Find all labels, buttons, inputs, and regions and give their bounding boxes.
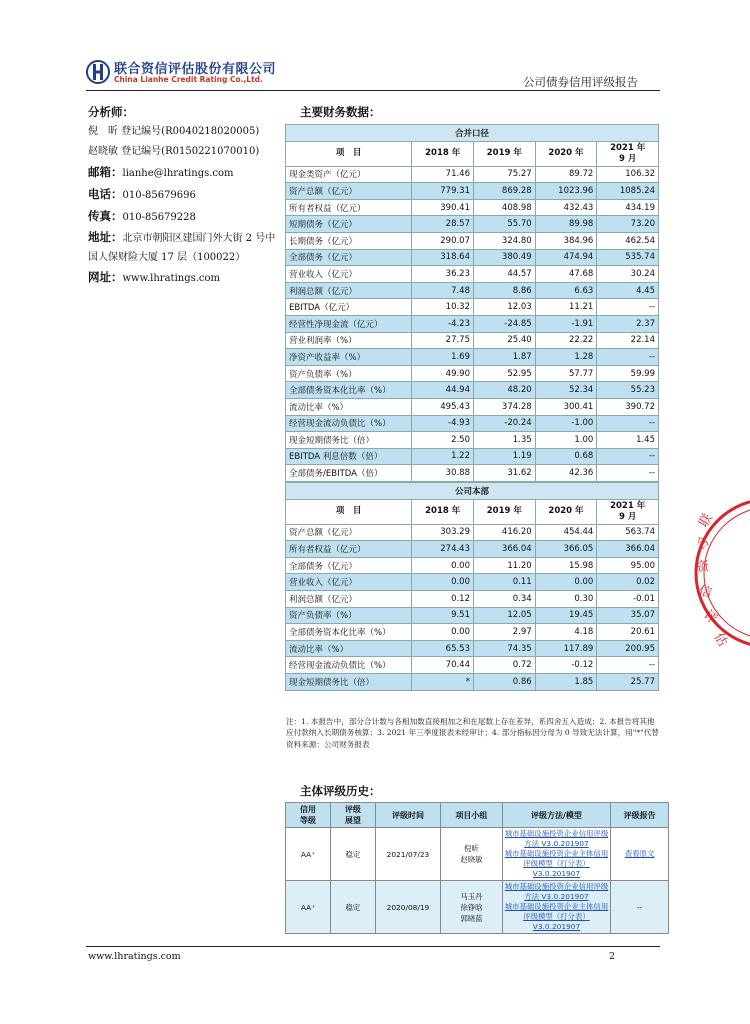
rating-methods <box>502 881 611 934</box>
column-header-year: 2020 年 <box>535 141 597 166</box>
cell-value: 8.86 <box>474 282 536 299</box>
cell-value: 869.28 <box>474 183 536 200</box>
cell-value: 25.77 <box>597 673 659 690</box>
row-label: 资产负债率（%） <box>286 365 412 382</box>
cell-value: 75.27 <box>474 166 536 183</box>
table-row <box>286 574 659 591</box>
method-link[interactable]: 城市基础设施投资企业信用评级方法 V3.0.201907 <box>504 829 609 848</box>
row-label: 全部债务（亿元） <box>286 249 412 266</box>
cell-value: 4.18 <box>535 624 597 641</box>
cell-value: 434.19 <box>597 199 659 216</box>
table-group-row <box>286 125 659 142</box>
company-name-cn: 联合资信评估股份有限公司 <box>114 62 277 77</box>
cell-value: 0.00 <box>535 574 597 591</box>
cell-value: 11.21 <box>535 299 597 316</box>
row-label: 经营现金流动负债比（%） <box>286 415 412 432</box>
cell-value: 2.97 <box>474 624 536 641</box>
row-label: 经营现金流动负债比（%） <box>286 657 412 674</box>
report-none: -- <box>611 881 669 934</box>
row-label: 营业收入（亿元） <box>286 574 412 591</box>
row-label: 全部债务（亿元） <box>286 557 412 574</box>
cell-value: -20.24 <box>474 415 536 432</box>
method-link[interactable]: 城市基础设施投资企业主体信用评级模型（打分表）V3.0.201907 <box>504 902 609 931</box>
cell-value: 274.43 <box>412 541 474 558</box>
website-value[interactable]: www.lhratings.com <box>122 273 221 284</box>
cell-value: 1.35 <box>474 432 536 449</box>
row-label: 现金短期债务比（倍） <box>286 673 412 690</box>
cell-value: 0.02 <box>597 574 659 591</box>
cell-value: 432.43 <box>535 199 597 216</box>
analyst-contact-panel <box>88 102 278 289</box>
cell-value: 0.34 <box>474 590 536 607</box>
cell-value: 2.50 <box>412 432 474 449</box>
row-label: 流动比率（%） <box>286 640 412 657</box>
email-row <box>88 162 278 184</box>
cell-value: 9.51 <box>412 607 474 624</box>
analysts-title: 分析师： <box>88 105 134 119</box>
cell-value: 380.49 <box>474 249 536 266</box>
cell-value: 42.36 <box>535 465 597 482</box>
cell-value: -- <box>597 299 659 316</box>
table-row <box>286 432 659 449</box>
table-row <box>286 249 659 266</box>
cell-value: -24.85 <box>474 315 536 332</box>
cell-value: -- <box>597 657 659 674</box>
row-label: 资产总额（亿元） <box>286 183 412 200</box>
consolidated-financials-table <box>285 124 659 482</box>
source-text: 资料来源：公司财务报表 <box>286 739 370 749</box>
cell-value: 73.20 <box>597 216 659 233</box>
history-column-header: 评级 展望 <box>331 803 376 828</box>
row-label: 利润总额（亿元） <box>286 590 412 607</box>
cell-value: 374.28 <box>474 398 536 415</box>
cell-value: -- <box>597 415 659 432</box>
cell-value: 65.53 <box>412 640 474 657</box>
address-label: 地址： <box>88 230 123 244</box>
row-label: 资产负债率（%） <box>286 607 412 624</box>
fax-label: 传真： <box>88 209 123 223</box>
email-value[interactable]: lianhe@lhratings.com <box>122 168 234 179</box>
cell-value: 495.43 <box>412 398 474 415</box>
column-header-year: 2019 年 <box>474 141 536 166</box>
cell-value: 12.05 <box>474 607 536 624</box>
rating-history-table <box>285 802 669 934</box>
table-row <box>286 183 659 200</box>
cell-value: 57.77 <box>535 365 597 382</box>
cell-value: 1.00 <box>535 432 597 449</box>
row-label: 所有者权益（亿元） <box>286 541 412 558</box>
cell-value: 44.94 <box>412 382 474 399</box>
cell-value: 12.03 <box>474 299 536 316</box>
cell-value: 1.28 <box>535 349 597 366</box>
cell-value: 52.34 <box>535 382 597 399</box>
address-value: 北京市朝阳区建国门外大街 2 号中国人保财险大厦 17 层（100022） <box>88 233 276 263</box>
website-label: 网址： <box>88 270 123 284</box>
analyst-name: 赵晓敏 <box>88 146 118 157</box>
cell-value: 408.98 <box>474 199 536 216</box>
cell-value: 1.85 <box>535 673 597 690</box>
analyst-2 <box>88 142 278 162</box>
cell-value: 20.61 <box>597 624 659 641</box>
rating-date: 2020/08/19 <box>375 881 441 934</box>
analyst-reg: 登记编号(R0150221070010) <box>121 146 260 157</box>
history-column-header: 评级时间 <box>375 803 441 828</box>
cell-value: 36.23 <box>412 266 474 283</box>
table-row <box>286 332 659 349</box>
table-row <box>286 657 659 674</box>
rating-methods <box>502 828 611 881</box>
row-label: 利润总额（亿元） <box>286 282 412 299</box>
cell-value: 318.64 <box>412 249 474 266</box>
cell-value: 4.45 <box>597 282 659 299</box>
rating-level: AA⁺ <box>286 828 331 881</box>
table-row <box>286 382 659 399</box>
footer-website[interactable]: www.lhratings.com <box>88 951 181 962</box>
cell-value: 22.22 <box>535 332 597 349</box>
header-divider <box>86 90 660 91</box>
fax-row <box>88 206 278 228</box>
history-row <box>286 828 669 881</box>
cell-value: 0.30 <box>535 590 597 607</box>
row-label: 短期债务（亿元） <box>286 216 412 233</box>
table-row <box>286 541 659 558</box>
history-row <box>286 881 669 934</box>
cell-value: 89.98 <box>535 216 597 233</box>
cell-value: 366.05 <box>535 541 597 558</box>
row-label: 资产总额（亿元） <box>286 524 412 541</box>
footer-divider <box>86 946 660 947</box>
table-row <box>286 365 659 382</box>
svg-text:评: 评 <box>700 607 721 628</box>
parent-financials-table <box>285 482 659 691</box>
rating-outlook: 稳定 <box>331 881 376 934</box>
cell-value: 55.23 <box>597 382 659 399</box>
table-row <box>286 282 659 299</box>
history-column-header: 评级报告 <box>611 803 669 828</box>
rating-level: AA⁺ <box>286 881 331 934</box>
row-label: 全部债务资本化比率（%） <box>286 382 412 399</box>
history-column-header: 评级方法/模型 <box>502 803 611 828</box>
table-row <box>286 216 659 233</box>
cell-value: 0.00 <box>412 574 474 591</box>
cell-value: 1.69 <box>412 349 474 366</box>
cell-value: 27.75 <box>412 332 474 349</box>
lianhe-logo-icon <box>86 58 110 86</box>
cell-value: 390.41 <box>412 199 474 216</box>
cell-value: 1.19 <box>474 448 536 465</box>
table-row <box>286 199 659 216</box>
row-label: 营业利润率（%） <box>286 332 412 349</box>
cell-value: 1.45 <box>597 432 659 449</box>
cell-value: 52.95 <box>474 365 536 382</box>
cell-value: 55.70 <box>474 216 536 233</box>
cell-value: 454.44 <box>535 524 597 541</box>
cell-value: -0.01 <box>597 590 659 607</box>
table-group-label: 合并口径 <box>286 125 659 142</box>
phone-row <box>88 184 278 206</box>
cell-value: -4.23 <box>412 315 474 332</box>
column-header-year: 2021 年 9 月 <box>597 499 659 524</box>
cell-value: 0.72 <box>474 657 536 674</box>
row-label: 长期债务（亿元） <box>286 232 412 249</box>
cell-value: -1.91 <box>535 315 597 332</box>
project-team: 倪昕 赵晓敏 <box>441 828 502 881</box>
cell-value: 0.12 <box>412 590 474 607</box>
rating-outlook: 稳定 <box>331 828 376 881</box>
column-header-item: 项 目 <box>286 499 412 524</box>
table-row <box>286 673 659 690</box>
cell-value: 30.88 <box>412 465 474 482</box>
cell-value: 117.89 <box>535 640 597 657</box>
history-column-header: 项目小组 <box>441 803 502 828</box>
cell-value: 70.44 <box>412 657 474 674</box>
email-label: 邮箱： <box>88 165 123 179</box>
page-number: 2 <box>609 951 616 962</box>
row-label: 现金类资产（亿元） <box>286 166 412 183</box>
cell-value: 6.63 <box>535 282 597 299</box>
cell-value: 563.74 <box>597 524 659 541</box>
cell-value: 48.20 <box>474 382 536 399</box>
cell-value: 95.00 <box>597 557 659 574</box>
table-row <box>286 607 659 624</box>
cell-value: 200.95 <box>597 640 659 657</box>
cell-value: 44.57 <box>474 266 536 283</box>
view-report-link[interactable]: 查看原文 <box>611 828 669 881</box>
financials-title: 主要财务数据： <box>300 105 381 119</box>
cell-value: 7.48 <box>412 282 474 299</box>
rating-date: 2021/07/23 <box>375 828 441 881</box>
cell-value: 2.37 <box>597 315 659 332</box>
cell-value: 47.68 <box>535 266 597 283</box>
table-row <box>286 448 659 465</box>
row-label: 流动比率（%） <box>286 398 412 415</box>
table-row <box>286 299 659 316</box>
cell-value: 1023.96 <box>535 183 597 200</box>
table-row <box>286 349 659 366</box>
cell-value: 74.35 <box>474 640 536 657</box>
table-row <box>286 465 659 482</box>
method-link[interactable]: 城市基础设施投资企业主体信用评级模型（打分表）V3.0.201907 <box>504 849 609 878</box>
cell-value: 0.00 <box>412 557 474 574</box>
row-label: 全部债务/EBITDA（倍） <box>286 465 412 482</box>
cell-value: 462.54 <box>597 232 659 249</box>
table-notes <box>286 716 660 750</box>
cell-value: 390.72 <box>597 398 659 415</box>
table-row <box>286 557 659 574</box>
cell-value: 324.80 <box>474 232 536 249</box>
svg-text:合: 合 <box>693 533 713 554</box>
cell-value: -- <box>597 448 659 465</box>
cell-value: 49.90 <box>412 365 474 382</box>
cell-value: 0.11 <box>474 574 536 591</box>
history-title: 主体评级历史： <box>300 784 381 798</box>
cell-value: -- <box>597 349 659 366</box>
cell-value: 35.07 <box>597 607 659 624</box>
cell-value: 11.20 <box>474 557 536 574</box>
cell-value: 59.99 <box>597 365 659 382</box>
cell-value: 106.32 <box>597 166 659 183</box>
cell-value: 303.29 <box>412 524 474 541</box>
column-header-year: 2018 年 <box>412 141 474 166</box>
cell-value: 71.46 <box>412 166 474 183</box>
cell-value: 10.32 <box>412 299 474 316</box>
table-row <box>286 524 659 541</box>
report-title: 公司债券信用评级报告 <box>523 75 638 89</box>
svg-text:估: 估 <box>710 630 731 650</box>
cell-value: -4.93 <box>412 415 474 432</box>
table-group-row <box>286 483 659 500</box>
cell-value: 290.07 <box>412 232 474 249</box>
cell-value: 28.57 <box>412 216 474 233</box>
row-label: 所有者权益（亿元） <box>286 199 412 216</box>
history-column-header: 信用 等级 <box>286 803 331 828</box>
cell-value: 1085.24 <box>597 183 659 200</box>
note-text: 注：1. 本报告中，部分合计数与各相加数直接相加之和在尾数上存在差异，系四舍五入造成；2. 本报告将其他应付款纳入长期债务核算；3. 2021 年三季度报表未经审计；4. 部分指标因分母为 0 导致无法计算，用"*"代替 <box>286 717 659 738</box>
cell-value: -- <box>597 465 659 482</box>
cell-value: 25.40 <box>474 332 536 349</box>
row-label: 现金短期债务比（倍） <box>286 432 412 449</box>
cell-value: 366.04 <box>474 541 536 558</box>
cell-value: 22.14 <box>597 332 659 349</box>
svg-text:信: 信 <box>696 583 714 602</box>
cell-value: 15.98 <box>535 557 597 574</box>
cell-value: 30.24 <box>597 266 659 283</box>
table-row <box>286 315 659 332</box>
row-label: 营业收入（亿元） <box>286 266 412 283</box>
cell-value: 366.04 <box>597 541 659 558</box>
cell-value: 474.94 <box>535 249 597 266</box>
table-row <box>286 166 659 183</box>
table-row <box>286 624 659 641</box>
column-header-year: 2018 年 <box>412 499 474 524</box>
svg-text:联: 联 <box>696 511 716 530</box>
column-header-item: 项 目 <box>286 141 412 166</box>
cell-value: 535.74 <box>597 249 659 266</box>
table-row <box>286 415 659 432</box>
row-label: 净资产收益率（%） <box>286 349 412 366</box>
cell-value: -1.00 <box>535 415 597 432</box>
cell-value: 89.72 <box>535 166 597 183</box>
phone-value: 010-85679696 <box>122 190 196 201</box>
cell-value: 0.86 <box>474 673 536 690</box>
cell-value: 1.22 <box>412 448 474 465</box>
project-team: 马玉丹 徐铮晗 郭晓蓝 <box>441 881 502 934</box>
cell-value: 0.68 <box>535 448 597 465</box>
table-row <box>286 398 659 415</box>
cell-value: 384.96 <box>535 232 597 249</box>
fax-value: 010-85679228 <box>122 212 196 223</box>
cell-value: * <box>412 673 474 690</box>
table-group-label: 公司本部 <box>286 483 659 500</box>
analyst-1 <box>88 122 278 142</box>
address-row <box>88 228 278 267</box>
cell-value: 779.31 <box>412 183 474 200</box>
row-label: EBITDA（亿元） <box>286 299 412 316</box>
cell-value: 0.00 <box>412 624 474 641</box>
page-header <box>86 58 650 90</box>
cell-value: -0.12 <box>535 657 597 674</box>
column-header-year: 2021 年 9 月 <box>597 141 659 166</box>
company-seal-stamp <box>690 488 750 658</box>
table-row <box>286 266 659 283</box>
analyst-reg: 登记编号(R0040218020005) <box>121 126 260 137</box>
row-label: 经营性净现金流（亿元） <box>286 315 412 332</box>
table-row <box>286 590 659 607</box>
cell-value: 31.62 <box>474 465 536 482</box>
history-header-row <box>286 803 669 828</box>
svg-text:资: 资 <box>695 558 711 576</box>
website-row <box>88 267 278 289</box>
column-header-year: 2019 年 <box>474 499 536 524</box>
cell-value: 300.41 <box>535 398 597 415</box>
company-name-en: China Lianhe Credit Rating Co.,Ltd. <box>114 75 263 84</box>
analyst-name: 倪 昕 <box>88 126 118 137</box>
cell-value: 1.87 <box>474 349 536 366</box>
table-row <box>286 232 659 249</box>
method-link[interactable]: 城市基础设施投资企业信用评级方法 V3.0.201907 <box>504 882 609 901</box>
table-header-row <box>286 499 659 524</box>
row-label: EBITDA 利息倍数（倍） <box>286 448 412 465</box>
table-header-row <box>286 141 659 166</box>
column-header-year: 2020 年 <box>535 499 597 524</box>
cell-value: 416.20 <box>474 524 536 541</box>
cell-value: 19.45 <box>535 607 597 624</box>
table-row <box>286 640 659 657</box>
row-label: 全部债务资本化比率（%） <box>286 624 412 641</box>
phone-label: 电话： <box>88 187 123 201</box>
